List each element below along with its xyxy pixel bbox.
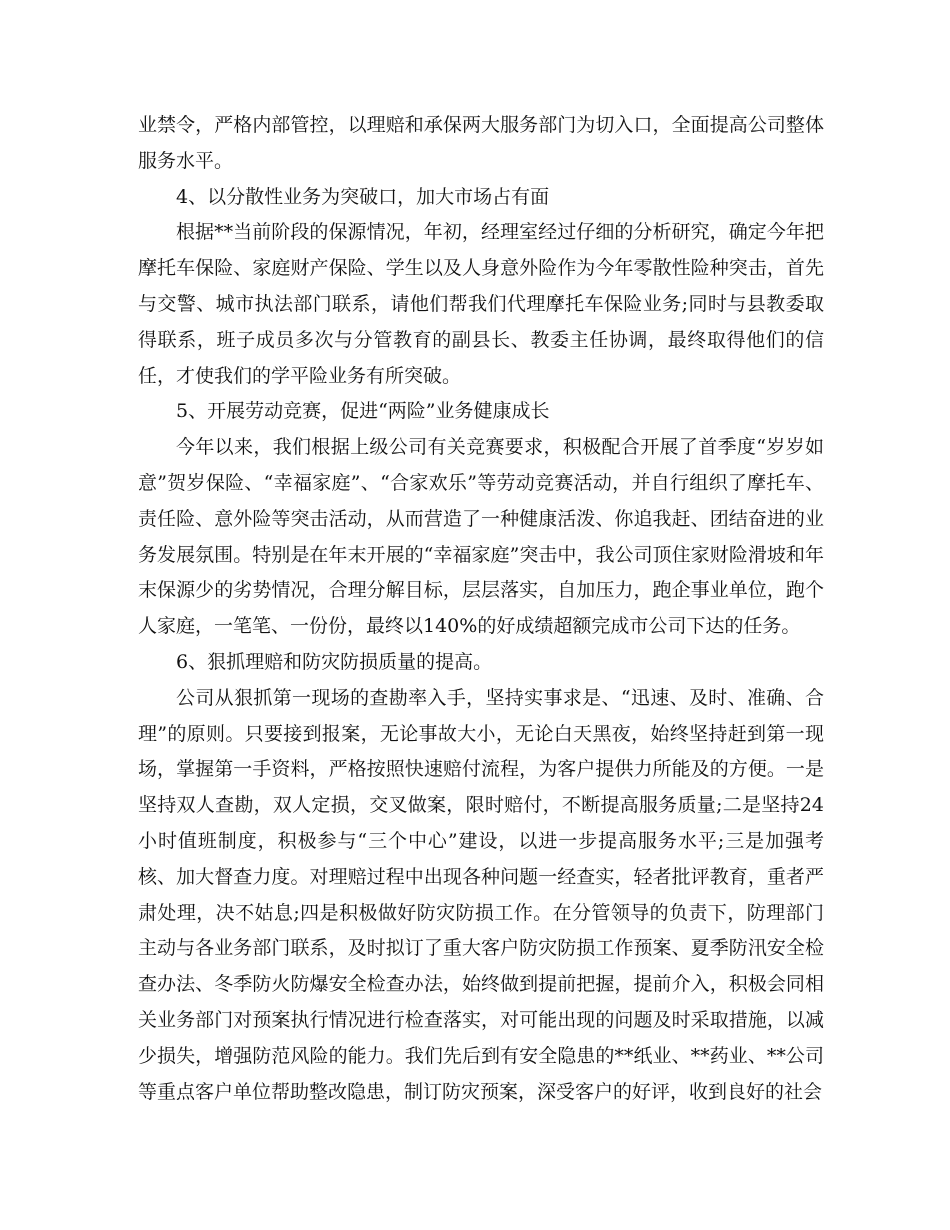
paragraph-section-5-body: 今年以来，我们根据上级公司有关竞赛要求，积极配合开展了首季度“岁岁如意”贺岁保险、“幸福家庭”、“合家欢乐”等劳动竞赛活动，并自行组织了摩托车、责任险、意外险等突击活动，从而营造了一种健康活泼、你追我赶、团结奋进的业务发展氛围。特别是在年末开展的“幸福家庭”突击中，我公司顶住家财险滑坡和年末保源少的劣势情况，合理分解目标，层层落实，自加压力，跑企事业单位，跑个人家庭，一笔笔、一份份，最终以140%的好成绩超额完成市公司下达的任务。 <box>138 436 824 638</box>
section-heading-5: 5、开展劳动竞赛，促进“两险”业务健康成长 <box>176 400 550 423</box>
paragraph-section-6-body: 公司从狠抓第一现场的查勘率入手，坚持实事求是、“迅速、及时、准确、合理”的原则。只要接到报案，无论事故大小，无论白天黑夜，始终坚持赶到第一现场，掌握第一手资料，严格按照快速赔付流程，为客户提供力所能及的方便。一是坚持双人查勘，双人定损，交叉做案，限时赔付，不断提高服务质量;二是坚持24小时值班制度，积极参与“三个中心”建设，以进一步提高服务水平;三是加强考核、加大督查力度。对理赔过程中出现各种问题一经查实，轻者批评教育，重者严肃处理，决不姑息;四是积极做好防灾防损工作。在分管领导的负责下，防理部门主动与各业务部门联系，及时拟订了重大客户防灾防损工作预案、夏季防汛安全检查办法、冬季防火防爆安全检查办法，始终做到提前把握，提前介入，积极会同相关业务部门对预案执行情况进行检查落实，对可能出现的问题及时采取措施，以减少损失，增强防范风险的能力。我们先后到有安全隐患的**纸业、**药业、**公司等重点客户单位帮助整改隐患，制订防灾预案，深受客户的好评，收到良好的社会 <box>138 686 824 1103</box>
section-heading-4: 4、以分散性业务为突破口，加大市场占有面 <box>176 185 550 208</box>
paragraph-continued: 业禁令，严格内部管控，以理赔和承保两大服务部门为切入口，全面提高公司整体服务水平。 <box>138 114 824 172</box>
section-heading-6: 6、狠抓理赔和防灾防损质量的提高。 <box>176 650 493 673</box>
document-page <box>138 108 824 1110</box>
paragraph-section-4-body: 根据**当前阶段的保源情况，年初，经理室经过仔细的分析研究，确定今年把摩托车保险、家庭财产保险、学生以及人身意外险作为今年零散性险种突击，首先与交警、城市执法部门联系，请他们帮我们代理摩托车保险业务;同时与县教委取得联系，班子成员多次与分管教育的副县长、教委主任协调，最终取得他们的信任，才使我们的学平险业务有所突破。 <box>138 221 824 387</box>
